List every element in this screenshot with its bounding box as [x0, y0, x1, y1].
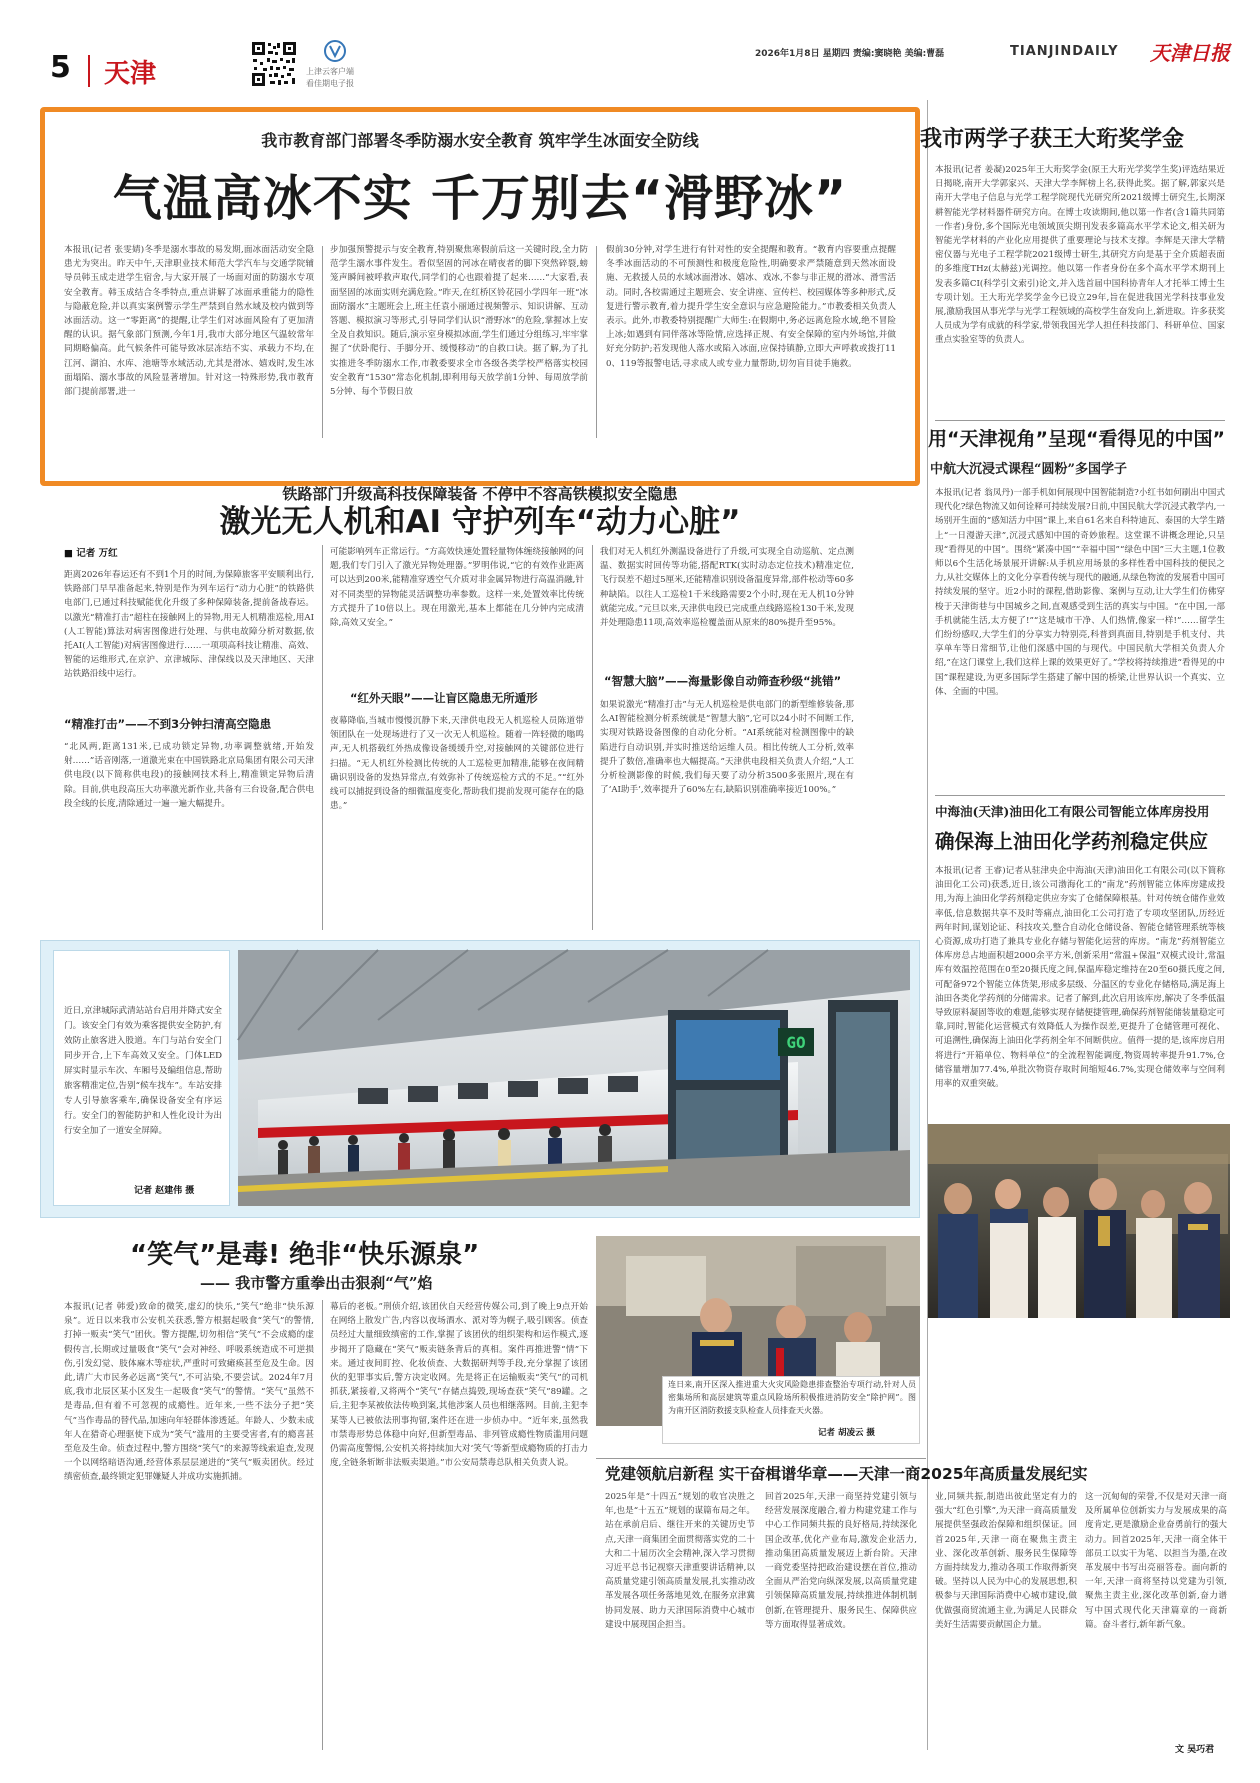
tianjin-view-body: 本报讯(记者 翁凤丹)一部手机如何展现中国智能制造?小红书如何刷出中国式现代化?绿色物流又如何诠释可持续发展?日前,中国民航大学沉浸式教学内,一场别开生面的“感知活力中国”课上,来自61名来自科特迪瓦、泰国的大学生踏上“一日漫游天津”,沉浸式感知中国的奇妙旅程。这堂课不讲概念理论,只呈现“看得见的中国”。围绕“紧凑中国”“幸福中国”“绿色中国”三大主题,1位教师以6个生活化场景展开讲解:从手机应用场景的多样性看中国科技的便民之力,从社交媒体上的文化分享看传统与现代的融通,从绿色物流的发展看中国可持续发展的坚守。近2小时的课程,借助影像、案例与互动,让大学生们仿佛穿梭于天津街巷与中国城乡之间,直观感受到生活的真实与中国。“在中国,一部手机就能生活,太方便了!”“这是城市干净、人们热情,像家一样!”……留学生们纷纷感叹,大学生们的分享实力特别亮,科普到真面目,特别是手机支付、共享单车等日常细节,让他们深感中国的与现代。中国民航大学相关负责人介绍,“在这门课堂上,我们这样上课的效果更好了。”学校将持续推进“看得见的中国”课程建设,为更多国际学生搭建了解中国的桥梁,让世界认识一个真实、立体、全面的中国。 [935, 488, 1225, 697]
col-rule [596, 246, 597, 438]
col-rule [322, 545, 323, 930]
fire-credit: 记者 胡凌云 摄 [818, 1428, 875, 1438]
scholarship-body: 本报讯(记者 姜凝)2025年王大珩奖学金(原王大珩光学奖学生奖)评选结果近日揭晓,南开大学郭家兴、天津大学李辉榜上名,获得此奖。据了解,郭家兴是南开大学电子信息与光学工程学院现代光研究所2021级博士研究生,长期深耕智能光学材料器件研究方向。在博士攻读期间,他以第一作者(含1篇共同第一作者)身份,多个国际光电领域顶尖期刊发表多篇高水平学术论文,相关研为智能光学材料的产业化应用提供了重要理论与技术支撑。李辉是天津大学精密仪器与光电子工程学院2021级博士研生,其研究方向是基于全介质超表面的多维度THz(太赫兹)光调控。他以第一作者身份在多个高水平学术期刊上发表多篇CI(科学引文索引)论文,并入选首届中国科协青年人才托举工博士生专项计划。王大珩光学奖学金今已设立29年,旨在促进我国光学科技事业发展,激励我国从事光学与光学工程领域的高校学生奋发向上,新进取。许多获奖人员成为学有成就的科学家,带领我国光学人担任科技部门、科研单位、国家重点实验室等的负责人。 [935, 165, 1225, 346]
crew-photo [928, 1124, 1230, 1318]
nitrous-col1: 本报讯(记者 韩爱)致命的微笑,虚幻的快乐,“笑气”绝非“快乐源泉”。近日以来我市公安机关获悉,警方根据起吸食“笑气”的警情,打掉一贩卖“笑气”团伙。警方提醒,切勿相信“笑气”不会成瘾的虚假传言,长期或过量吸食“笑气”会对神经、呼吸系统造成不可逆损伤,引发幻觉、肢体麻木等症状,严重时可致瘫痪甚至危及生命。因此,请广大市民务必远离“笑气”,不可沾染,不要尝试。2024年7月底,我市北辰区某小区发生一起吸食“笑气”的警情。“笑气”虽然不是毒品,但有着不可忽视的成瘾性。近年来,一些不法分子把“笑气”当作毒品的替代品,加速向年轻群体渗透延。年龄人、少数未成年人在猎奇心理驱使下成为“笑气”滥用的主要受害者,有的瘾喜甚至危及生命。侦查过程中,警方围绕“笑气”的来源等线索追查,发现一个以网络暗语沟通,经营体系层层递进的“笑气”贩卖团伙。经过缜密侦查,最终锁定犯罪嫌疑人并成功实施抓捕。 [64, 1302, 314, 1483]
page-number: 5 [50, 50, 71, 85]
col-rule [322, 1300, 323, 1750]
rail-byline: ■ 记者 万红 [64, 548, 118, 559]
rail-col1b: “北风两,距离131米,已成功锁定异物,功率调整就绪,开始发射……”话音刚落,一道激光束在中国铁路北京局集团有限公司天津供电段(以下简称供电段)的接触网技术科上,精准锁定异物后清除。目前,供电段高压大功率激光新作业,共备有三台设备,配合供电段全线的长度,清除通过一遍一遍大幅提升。 [64, 742, 314, 809]
col-rule [322, 246, 323, 438]
rail-sub3: “智慧大脑”——海量影像自动筛查秒级“挑错” [604, 674, 842, 688]
party-col1: 2025年是“十四五”规划的收官决胜之年,也是“十五五”规划的谋篇布局之年。站在承前启后、继往开来的关键历史节点,天津一商集团全面贯彻落实党的二十大和二十届历次全会精神,深入学习贯彻习近平总书记视察天津重要讲话精神,以高质量党建引领高质量发展,扎实推动改革发展各项任务落地见效,在服务京津冀协同发展、助力天津国际消费中心城市建设中展现国企担当。 [605, 1492, 755, 1630]
rail-headline: 激光无人机和AI 守护列车“动力心脏” [219, 504, 741, 540]
cnooc-kicker: 中海油(天津)油田化工有限公司智能立体库房投用 [935, 804, 1210, 819]
party-col2: 回首2025年,天津一商坚持党建引领与经营发展深度融合,着力构建党建工作与中心工作同频共振的良好格局,持续深化国企改革,优化产业布局,激发企业活力,推动集团高质量发展迈上新台阶。天津一商党委坚持把政治建设摆在首位,推动全面从严治党向纵深发展,以高质量党建引领保障高质量发展,持续推进体制机制创新,在管理提升、服务民生、保障供应等方面取得显著成效。 [765, 1492, 917, 1630]
tianjin-view-subhead: 中航大沉浸式课程“圆粉”多国学子 [930, 462, 1127, 477]
station-caption: 近日,京津城际武清站站台启用并降式安全门。该安全门有效为乘客提供安全防护,有效防止旅客进入股道。车门与站台安全门同步开合,上下车高效又安全。门体LED屏实时显示车次、车厢号及编组信息,帮助旅客精准定位,告别“候车找车”。车站安排专人引导旅客乘车,确保设备安全有序运行。安全门的智能防护和人性化设计为出行安全加了一道安全屏障。 [64, 1006, 222, 1136]
paper-name-logo: 天津日报 [1150, 41, 1230, 65]
scholarship-headline: 我市两学子获王大珩奖学金 [920, 127, 1185, 152]
top-story-col3: 假前30分钟,对学生进行有针对性的安全提醒和教育。“教育内容要重点提醒冬季冰面活动的不可预测性和极度危险性,明确要求严禁随意到天然冰面设施、无救援人员的水域冰面滑冰、嬉冰、戏冰,不参与非正规的滑冰、滑雪活动。同时,各校需通过主题班会、安全讲座、宣传栏、校园媒体等多种形式,反复进行警示教育,着力提升学生安全意识与应急避险能力。”市教委相关负责人表示。此外,市教委特别提醒广大师生:在假期中,务必远离危险水域,绝不冒险上冰;如遇到有同伴落冰等险情,应选择正规、有安全保障的室内外场馆,并做好充分防护;若发现他人落水或陷入冰面,应保持镇静,立即大声呼救或拨打110、119等报警电话,寻求成人或专业力量帮助,切勿盲目徒手施救。 [606, 245, 896, 369]
jin-yun-logo-icon [320, 40, 350, 62]
app-line1: 上津云客户端 [306, 67, 354, 76]
nitrous-headline: “笑气”是毒! 绝非“快乐源泉” [130, 1240, 480, 1270]
station-photo [238, 950, 910, 1206]
rail-col1: 距离2026年春运还有不到1个月的时间,为保障旅客平安顺利出行,铁路部门早早准备起来,特别是作为列车运行“动力心脏”的铁路供电部门,已通过科技赋能优化升级了多种保障装备,提前备战春运。以激光“精准打击”超柱在接触网上的异物,用无人机精准巡检,用AI(人工智能)算法对病害图像进行处理、与供电故障分析对数据,依托AI(人工智能)对病害图像进行……一项项高科技让精准、高效、智能的运维形式,在京沪、京津城际、津保线以及天津地区、天津站铁路沿线中运行。 [64, 570, 314, 680]
divider [935, 795, 1225, 796]
divider [596, 1458, 926, 1459]
date-line: 2026年1月8日 星期四 责编:窦晓艳 美编:曹磊 [755, 49, 945, 59]
station-credit: 记者 赵建伟 摄 [134, 1186, 195, 1196]
nitrous-subhead: —— 我市警方重拳出击狠刹“气”焰 [200, 1274, 433, 1292]
masthead [0, 0, 1260, 100]
qr-code-icon[interactable] [250, 40, 298, 88]
rail-col2b: 夜幕降临,当城市慢慢沉静下来,天津供电段无人机巡检人员陈道带领团队在一处现场进行了又一次无人机巡检。随着一阵轻微的嗡鸣声,无人机搭载红外热成像设备缓缓升空,对接触网的关键部位进行扫描。“无人机红外检测比传统的人工巡检更加精准,能够在夜间精确识别设备的发热异常点,有效弥补了传统巡检方式的不足。”“红外线可以捕捉到设备的细微温度变化,帮助我们提前发现可能存在的隐患。” [330, 716, 584, 812]
party-headline: 党建领航启新程 实干奋楫谱华章——天津一商2025年高质量发展纪实 [605, 1465, 1088, 1483]
top-story-kicker: 我市教育部门部署冬季防溺水安全教育 筑牢学生冰面安全防线 [261, 131, 699, 150]
nitrous-col2: 幕后的老板。”刑侦介绍,该团伙自天经营传媒公司,到了晚上9点开始在网络上散发广告,内容以夜场酒水、派对等为幌子,吸引顾客。侦查员经过大量细致缜密的工作,掌握了该团伙的组织架构和运作模式,逐步揭开了隐藏在“笑气”贩卖链条背后的真相。案件再推进警“情”下来。通过夜间盯控、化妆侦查、大数据研判等手段,充分掌握了该团伙的犯罪事实后,警方决定收网。先是将正在运输贩卖“笑气”的司机抓获,紧接着,又将两个“笑气”存储点捣毁,现场查获“笑气”89罐。之后,主犯李某被依法传唤到案,其他涉案人员也相继落网。目前,主犯李某等人已被依法刑事拘留,案件还在进一步侦办中。“近年来,虽然我市禁毒形势总体稳中向好,但新型毒品、非列管成瘾性物质滥用问题仍需高度警惕,公安机关将持续加大对‘笑气’等新型成瘾物质的打击力度,全链条斩断非法贩卖渠道。”市公安局禁毒总队相关负责人说。 [330, 1302, 588, 1469]
top-story-col1: 本报讯(记者 张雯婧)冬季是溺水事故的易发期,面冰面活动安全隐患尤为突出。昨天中午,天津职业技术师范大学汽车与交通学院辅导员韩玉成走进学生宿舍,与大家开展了一场面对面的防溺水专项安全教育。韩玉成结合冬季特点,重点讲解了冰面承重能力的隐性与隐蔽危险,并以真实案例警示学生严禁到自然水域及校内做到等冰面活动。这一“零距离”的提醒,让学生们对冰面风险有了更加清醒的认识。据气象部门预测,今年1月,我市大部分地区气温较常年同期略偏高。此气候条件可能导致冰层冻结不实、承载力不均,在江河、湖泊、水库、池塘等水域活动,尤其是滑冰、嬉戏时,发生冰面塌陷、溺水事故的风险显著增加。针对这一特殊形势,我市教育部门提前部署,进一 [64, 245, 314, 398]
cnooc-headline: 确保海上油田化学药剂稳定供应 [935, 830, 1209, 853]
party-col4: 这一沉甸甸的荣誉,不仅是对天津一商及所属单位创新实力与发展成果的高度肯定,更是激励企业奋勇前行的强大动力。回首2025年,天津一商全体干部员工以实干为笔、以担当为墨,在改革发展中书写出亮丽答卷。面向新的一年,天津一商将坚持以党建为引领,聚焦主责主业,深化改革创新,奋力谱写中国式现代化天津篇章的一商新篇。奋斗者行,新年新气象。 [1085, 1492, 1227, 1630]
rail-sub1: “精准打击”——不到3分钟扫清高空隐患 [64, 717, 272, 731]
tianjin-view-headline: 用“天津视角”呈现“看得见的中国” [928, 428, 1225, 450]
rail-col3: 我们对无人机红外测温设备进行了升级,可实现全自动巡航、定点测温、数据实时回传等功能,搭配RTK(实时动态定位技术)精准定位,飞行误差不超过5厘米,还能精准识别设备温度异常,部件松动等60多种缺陷。以往人工巡检1千米线路需要2个小时,现在无人机10分钟就能完成。”元旦以来,天津供电段已完成重点线路巡检130千米,发现并处理隐患11项,高效率巡检覆盖面从原来的80%提升至95%。 [600, 547, 854, 629]
masthead-divider [88, 55, 90, 87]
right-col-rule [927, 100, 928, 1750]
divider [935, 420, 1225, 421]
rail-sub2: “红外天眼”——让盲区隐患无所遁形 [350, 691, 538, 705]
app-line2: 看佳期电子报 [306, 79, 354, 88]
rail-kicker-cutoff: 铁路部门升级高科技保障装备 不停中不容高铁模拟安全隐患 [282, 485, 678, 503]
rail-col2: 可能影响列车正常运行。“方高效快速处置轻量物体缠绕接触网的问题,我们专门引入了激光异物处理器。”罗明伟说,“它的有效作业距离可以达到200米,能精准穿透空气介质对非金属异物进行高温消融,针对不同类型的异物能灵活调整功率参数。这样一来,处置效率比传统方式提升了10倍以上。现在用激光,基本上都能在几分钟内完成清除,高效又安全。” [330, 547, 584, 629]
fire-caption: 连日来,南开区深入推进重大火灾风险隐患排查整治专项行动,针对人员密集场所和高层建筑等重点风险场所积极推进消防安全“除护网”。图为南开区消防救援支队检查人员排查天火器。 [668, 1380, 916, 1415]
paper-name-en: TIANJINDAILY [1010, 44, 1119, 59]
party-col3: 业,同频共振,制造出彼此坚定有力的强大“红色引擎”,为天津一商高质量发展提供坚强政治保障和组织保证。回首2025年,天津一商在聚焦主责主业、深化改革创新、服务民生保障等方面持续发力,推动各项工作取得新突破。坚持以人民为中心的发展思想,积极参与天津国际消费中心城市建设,做优做强商贸流通主业,为满足人民群众美好生活需要贡献国企力量。 [935, 1492, 1077, 1630]
party-author: 文 吴巧君 [1175, 1745, 1215, 1755]
rail-col3b: 如果说激光“精准打击”与无人机巡检是供电部门的新型维修装备,那么AI智能检测分析系统就是“智慧大脑”,它可以24小时不间断工作,实现对铁路设备图像的自动化分析。“AI系统能对检测图像中的缺陷进行自动识别,并实时推送给运维人员。相比传统人工分析,效率提升了数倍,准确率也大幅提高。”天津供电段相关负责人介绍,“人工分析检测影像的时候,我们每天要了动分析3500多张照片,现在有了‘AI助手’,效率提升了60%左右,缺陷识别准确率接近100%。” [600, 700, 854, 796]
cnooc-body: 本报讯(记者 王睿)记者从驻津央企中海油(天津)油田化工有限公司(以下简称油田化工公司)获悉,近日,该公司渤海化工的“南龙”药剂智能立体库房建成投用,为海上油田化学药剂稳定供应夯实了仓储保障根基。针对传统仓储作业效率低,信息数据共享不及时等痛点,油田化工公司打造了专项攻坚团队,历经近两年时间,谋划论证、科技攻关,整合自动化仓储设备、智能仓储管理系统等核心资源,成功打造了兼具专业化存储与智能化运营的库房。“南龙”药剂智能立体库房总占地面积超2000余平方米,创新采用“常温+保温”双模式设计,常温库有效温控范围在0至20摄氏度之间,保温库稳定维持在20至60摄氏度之间,可配备972个智能立体货架,形成多层级、分温区的专业化存储格局,满足海上油田各类化学药剂的分储需求。记者了解到,此次启用该库房,解决了冬季低温导致原料凝固等收的难题,能够实现存储便捷管理,确保药剂智能储装量稳定可靠,同时,智能化运营模式有效降低人为操作误差,更提升了仓储管理可视化、可追溯性,确保海上油田化学药剂全年不间断供应。值得一提的是,该库房启用将进行“开箱单位、物料单位”的全流程智能调度,物资周转率提升91.7%,仓储容量增加77.4%,单批次物资存取时间缩短46.7%,实现仓储效率与空间利用率的双重突破。 [935, 866, 1225, 1090]
top-story-headline: 气温高冰不实 千万别去“滑野冰” [112, 170, 848, 227]
col-rule [592, 545, 593, 930]
section-name: 天津 [104, 59, 157, 89]
top-story-col2: 步加强预警提示与安全教育,特别聚焦寒假前后这一关键时段,全力防范学生溺水事件发生。看似坚固的河冰在晴夜者的脚下突然碎裂,螃笼声瞬间被呼救声取代,同学们的心也跟着提了起来……“大家看,表面坚固的冰面实则充满危险。”昨天,在红桥区铃花园小学四年一班“冰面防溺水”主题班会上,班主任袁小丽通过视频警示、知识讲解、互动答题、模拟演习等形式,引导同学们认识“滑野冰”的危险,掌握冰上安全及自救知识。随后,演示室身模拟冰面,学生们通过分组练习,牢牢掌握了“伏卧爬行、手脚分开、缓慢移动”的自救口诀。据了解,为了扎实推进冬季防溺水工作,市教委要求全市各级各类学校严格落实校园安全教育“1530”常态化机制,即利用每天放学前1分钟、每周放学前5分钟、每个节假日放 [330, 245, 588, 398]
station-sign-text: GO [786, 1033, 806, 1052]
